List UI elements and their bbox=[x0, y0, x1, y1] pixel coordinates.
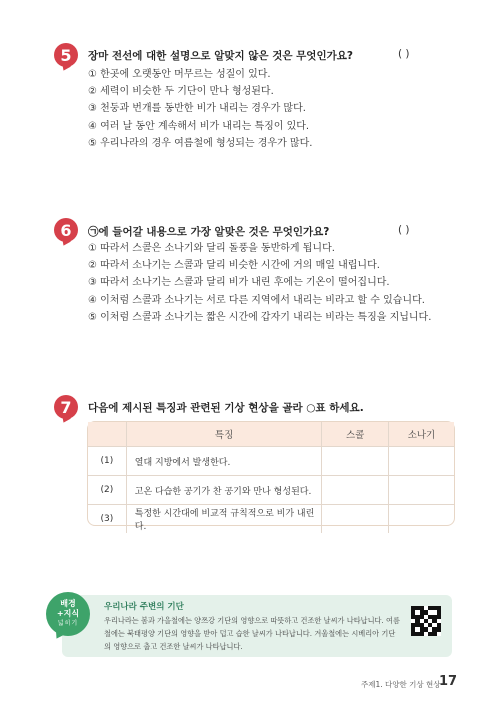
option-1[interactable]: ① 따라서 스콜은 소나기와 달리 돌풍을 동반하게 됩니다. bbox=[88, 243, 335, 254]
header-shower: 소나기 bbox=[388, 422, 454, 447]
table-row bbox=[88, 505, 454, 534]
option-2[interactable]: ② 따라서 소나기는 스콜과 달리 비슷한 시간에 거의 매일 내립니다. bbox=[88, 260, 380, 272]
question-7-title: 다음에 제시된 특징과 관련된 기상 현상을 골라 ○표 하세요. bbox=[88, 402, 364, 414]
header-blank bbox=[88, 422, 126, 447]
shower-answer-cell[interactable] bbox=[388, 505, 454, 534]
question-6-title: ㉠에 들어갈 내용으로 가장 알맞은 것은 무엇인가요? bbox=[88, 226, 330, 238]
question-6-answer-paren[interactable]: ( ) bbox=[398, 224, 410, 236]
question-7-number: 7 bbox=[54, 395, 78, 419]
row-number: (1) bbox=[88, 447, 126, 476]
option-5[interactable]: ⑤ 이처럼 스콜과 소나기는 짧은 시간에 갑자기 내리는 비라는 특징을 지닙니다. bbox=[88, 311, 432, 323]
page-number: 17 bbox=[439, 674, 458, 689]
info-title: 우리나라 주변의 기단 bbox=[104, 602, 184, 612]
question-6-number: 6 bbox=[54, 218, 78, 242]
squall-answer-cell[interactable] bbox=[322, 505, 389, 534]
question-5-options bbox=[88, 66, 312, 152]
option-1[interactable]: ① 한곳에 오랫동안 머무르는 성질이 있다. bbox=[88, 69, 271, 80]
table-header-row bbox=[88, 422, 454, 447]
squall-answer-cell[interactable] bbox=[322, 476, 389, 505]
option-2[interactable]: ② 세력이 비슷한 두 기단이 만나 형성된다. bbox=[88, 86, 274, 98]
feature-table bbox=[87, 421, 455, 532]
question-5-title: 장마 전선에 대한 설명으로 알맞지 않은 것은 무엇인가요? bbox=[88, 50, 353, 62]
knowledge-badge bbox=[46, 592, 90, 636]
header-feature: 특징 bbox=[126, 422, 322, 447]
option-5[interactable]: ⑤ 우리나라의 경우 여름철에 형성되는 경우가 많다. bbox=[88, 137, 313, 149]
row-feature: 고온 다습한 공기가 찬 공기와 만나 형성된다. bbox=[126, 476, 322, 505]
table-row bbox=[88, 476, 454, 505]
shower-answer-cell[interactable] bbox=[388, 447, 454, 476]
option-4[interactable]: ④ 여러 날 동안 계속해서 비가 내리는 특징이 있다. bbox=[88, 120, 310, 132]
shower-answer-cell[interactable] bbox=[388, 476, 454, 505]
question-5-answer-paren[interactable]: ( ) bbox=[398, 48, 410, 60]
footer-topic: 주제1. 다양한 기상 현상 bbox=[361, 680, 441, 689]
squall-answer-cell[interactable] bbox=[322, 447, 389, 476]
row-feature: 열대 지방에서 발생한다. bbox=[126, 447, 322, 476]
question-5-number: 5 bbox=[54, 43, 78, 67]
question-6-options bbox=[88, 240, 431, 326]
row-number: (2) bbox=[88, 476, 126, 505]
row-number: (3) bbox=[88, 505, 126, 534]
option-3[interactable]: ③ 따라서 소나기는 스콜과 달리 비가 내린 후에는 기온이 떨어집니다. bbox=[88, 277, 390, 289]
info-body: 우리나라는 봄과 가을철에는 양쯔강 기단의 영향으로 따뜻하고 건조한 날씨가 나타납니다. 여름철에는 북태평양 기단의 영향을 받아 덥고 습한 날씨가 나타납니다. 겨울철에는 시베리아 기단의 영향으로 춥고 건조한 날씨가 나타납니다. bbox=[104, 616, 400, 651]
badge-line-3: 넓히기 bbox=[57, 620, 79, 627]
badge-line-2: +지식 bbox=[56, 609, 80, 618]
badge-line-1: 배경 bbox=[60, 599, 76, 608]
table-row bbox=[88, 447, 454, 476]
header-squall: 스콜 bbox=[322, 422, 389, 447]
option-4[interactable]: ④ 이처럼 스콜과 소나기는 서로 다른 지역에서 내리는 비라고 할 수 있습니다. bbox=[88, 294, 425, 306]
row-feature: 특정한 시간대에 비교적 규칙적으로 비가 내린다. bbox=[126, 505, 322, 534]
option-3[interactable]: ③ 천둥과 번개를 동반한 비가 내리는 경우가 많다. bbox=[88, 103, 306, 115]
qr-code-icon[interactable] bbox=[411, 606, 441, 636]
